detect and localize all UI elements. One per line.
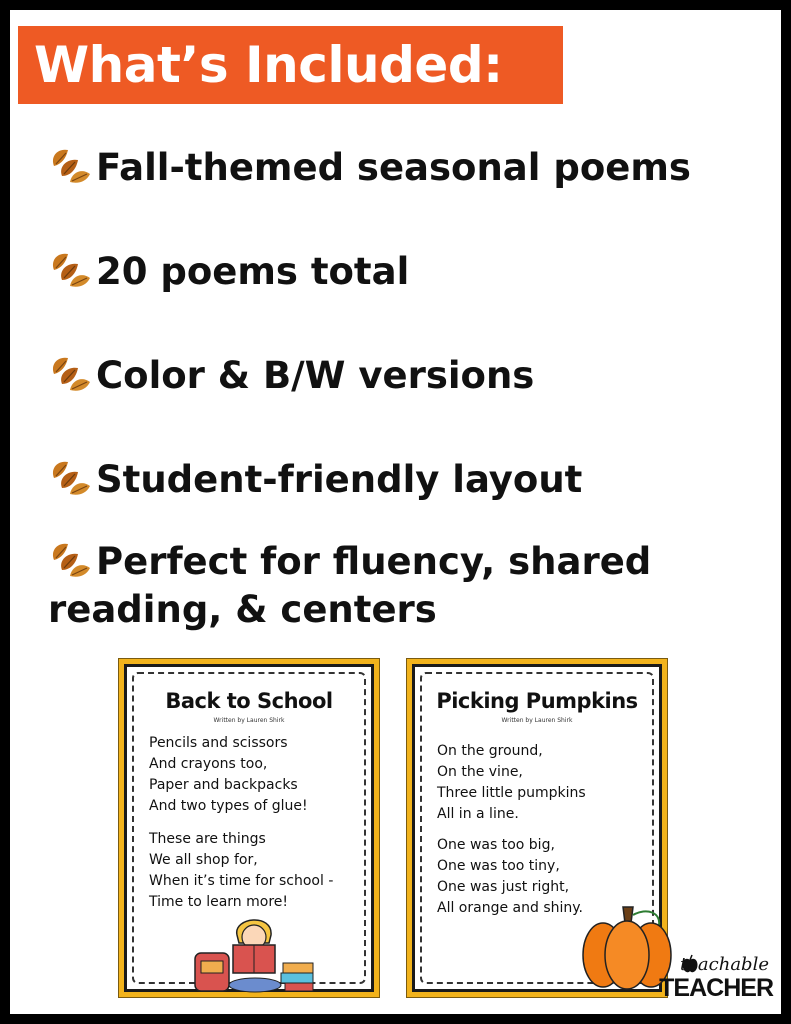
- autumn-leaves-icon: [48, 540, 92, 578]
- autumn-leaves-icon: [48, 250, 92, 288]
- poem-author: Written by Lauren Shirk: [213, 717, 285, 724]
- logo-text-top: teachable: [680, 954, 769, 975]
- teachable-teacher-logo: [659, 950, 775, 1008]
- card-inner: [412, 664, 662, 992]
- poem-stanza: On the ground, On the vine, Three little pumpkins All in a line.: [437, 743, 586, 822]
- poem-stanza: Pencils and scissors And crayons too, Paper and backpacks And two types of glue!: [149, 735, 308, 814]
- card-inner: [124, 664, 374, 992]
- autumn-leaves-icon: [48, 354, 92, 392]
- logo-text-bottom: TEACHER: [659, 974, 773, 1002]
- title-banner: [18, 26, 563, 104]
- poem-card-back-to-school: [118, 658, 380, 998]
- poem-title: Back to School: [165, 689, 333, 713]
- feature-item-continued: reading, & centers: [48, 588, 437, 631]
- autumn-leaves-icon: [48, 458, 92, 496]
- feature-item: 20 poems total: [48, 248, 409, 295]
- page-title: What’s Included:: [34, 36, 503, 94]
- autumn-leaves-icon: [48, 146, 92, 184]
- feature-item: Color & B/W versions: [48, 352, 534, 399]
- feature-item: Perfect for fluency, shared: [48, 538, 651, 585]
- poem-stanza: These are things We all shop for, When it’s time for school - Time to learn more!: [149, 831, 334, 910]
- poem-card-picking-pumpkins: [406, 658, 668, 998]
- poem-stanza: One was too big, One was too tiny, One was just right, All orange and shiny.: [437, 837, 583, 916]
- feature-item: Fall-themed seasonal poems: [48, 144, 691, 191]
- feature-item: Student-friendly layout: [48, 456, 582, 503]
- girl-reading-icon: [193, 913, 317, 993]
- poem-title: Picking Pumpkins: [436, 689, 638, 713]
- product-page: [10, 10, 781, 1014]
- poem-author: Written by Lauren Shirk: [501, 717, 573, 724]
